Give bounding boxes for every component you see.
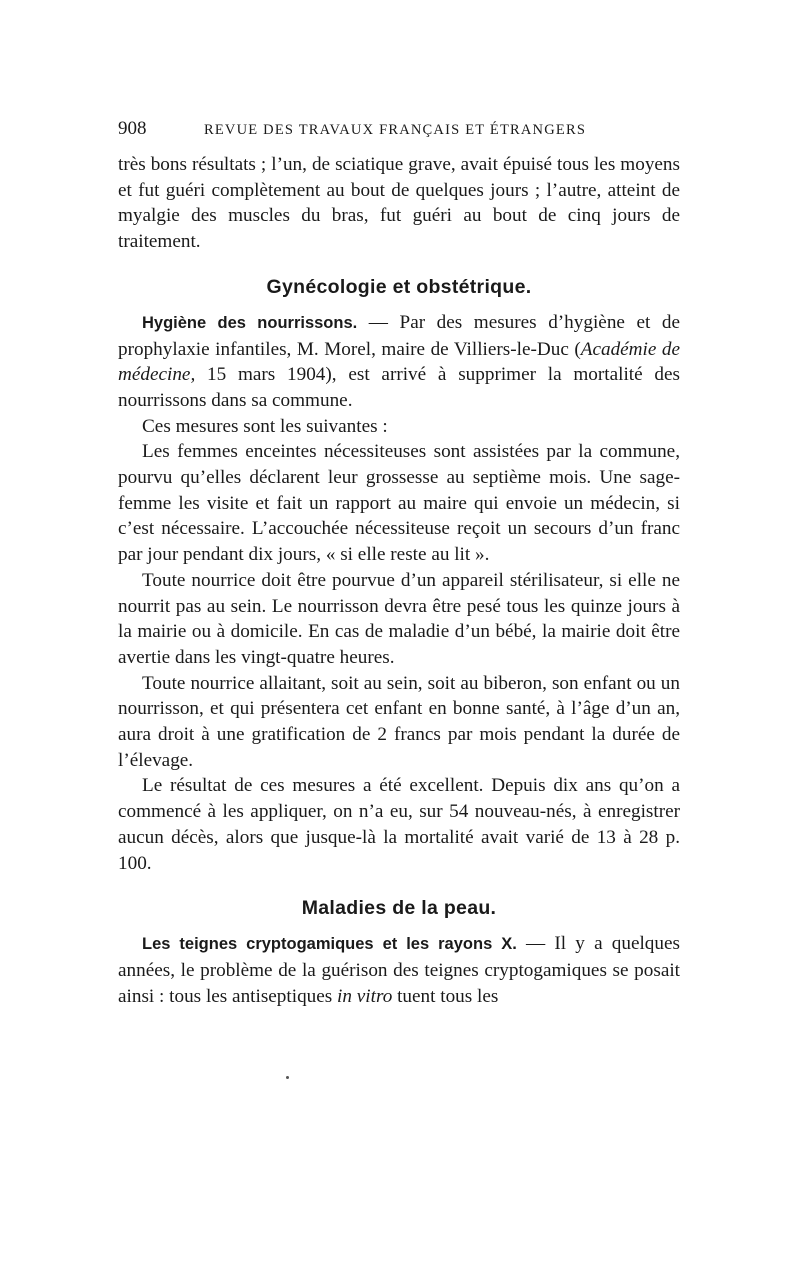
section-heading-skin-diseases: Maladies de la peau. bbox=[301, 897, 497, 920]
paragraph-ringworm bbox=[118, 931, 680, 1009]
ringworm-text-start: — Il y a quelques années, le problème de la guérison des teignes cryptogamiques se posait ainsi : tous les antiseptiques bbox=[118, 933, 680, 1007]
paragraph-nursing-gratification: Toute nourrice allaitant, soit au sein, soit au biberon, son enfant ou un nourrisson, et qui présentera cet enfant en bonne santé, à l’âge d’un an, aura droit à une gratification de 2 francs par mois pendant la durée de l’élevage. bbox=[118, 672, 680, 771]
paragraph-nurse-sterilizer: Toute nourrice doit être pourvue d’un appareil stérilisateur, si elle ne nourrit pas au sein. Le nourrisson devra être pesé tous les quinze jours à la mairie ou à domicile. En cas de maladie d’un bébé, la mairie doit être avertie dans les vingt-quatre heures. bbox=[118, 569, 680, 668]
paragraph-pregnant-women: Les femmes enceintes nécessiteuses sont assistées par la commune, pourvu qu’elles déclarent leur grossesse au septième mois. Une sage-femme les visite et fait un rapport au maire qui envoie un médecin, si c’est nécessaire. L’accouchée nécessiteuse reçoit un secours d’un franc par jour pendant dix jours, « si elle reste au lit ». bbox=[118, 441, 680, 566]
print-speck bbox=[286, 1076, 289, 1079]
infant-hygiene-text-start: — Par des mesures d’hygiène et de prophylaxie infantiles, M. Morel, maire de Villiers-le-Duc ( bbox=[118, 311, 680, 360]
paragraph-title-ringworm: Les teignes cryptogamiques et les rayons X. bbox=[142, 935, 517, 954]
citation-academy: Académie de médecine, bbox=[118, 338, 680, 386]
paragraph-infant-hygiene bbox=[118, 310, 680, 414]
paragraph-title-infant-hygiene: Hygiène des nourrissons. bbox=[142, 313, 358, 332]
page-body bbox=[118, 152, 680, 1009]
paragraph-measures: Ces mesures sont les suivantes : bbox=[142, 415, 388, 437]
in-vitro-italic: in vitro bbox=[337, 985, 393, 1007]
infant-hygiene-text-end: 15 mars 1904), est arrivé à supprimer la mortalité des nourrissons dans sa commune. bbox=[118, 364, 680, 411]
paragraph-result: Le résultat de ces mesures a été excellent. Depuis dix ans qu’on a commencé à les appliquer, on n’a eu, sur 54 nouveau-nés, à enregistrer aucun décès, alors que jusque-là la mortalité avait varié de 13 à 28 p. 100. bbox=[118, 775, 680, 874]
ringworm-text-end: tuent tous les bbox=[392, 985, 499, 1007]
section-heading-gynecology: Gynécologie et obstétrique. bbox=[266, 275, 532, 298]
journal-title: REVUE DES TRAVAUX FRANÇAIS ET ÉTRANGERS bbox=[204, 122, 587, 138]
continued-paragraph: très bons résultats ; l’un, de sciatique grave, avait épuisé tous les moyens et fut guéri complètement au bout de quelques jours ; l’autre, atteint de myalgie des muscles du bras, fut guéri au bout de cinq jours de traitement. bbox=[118, 154, 680, 253]
page-number: 908 bbox=[118, 118, 147, 139]
running-head bbox=[118, 118, 680, 140]
